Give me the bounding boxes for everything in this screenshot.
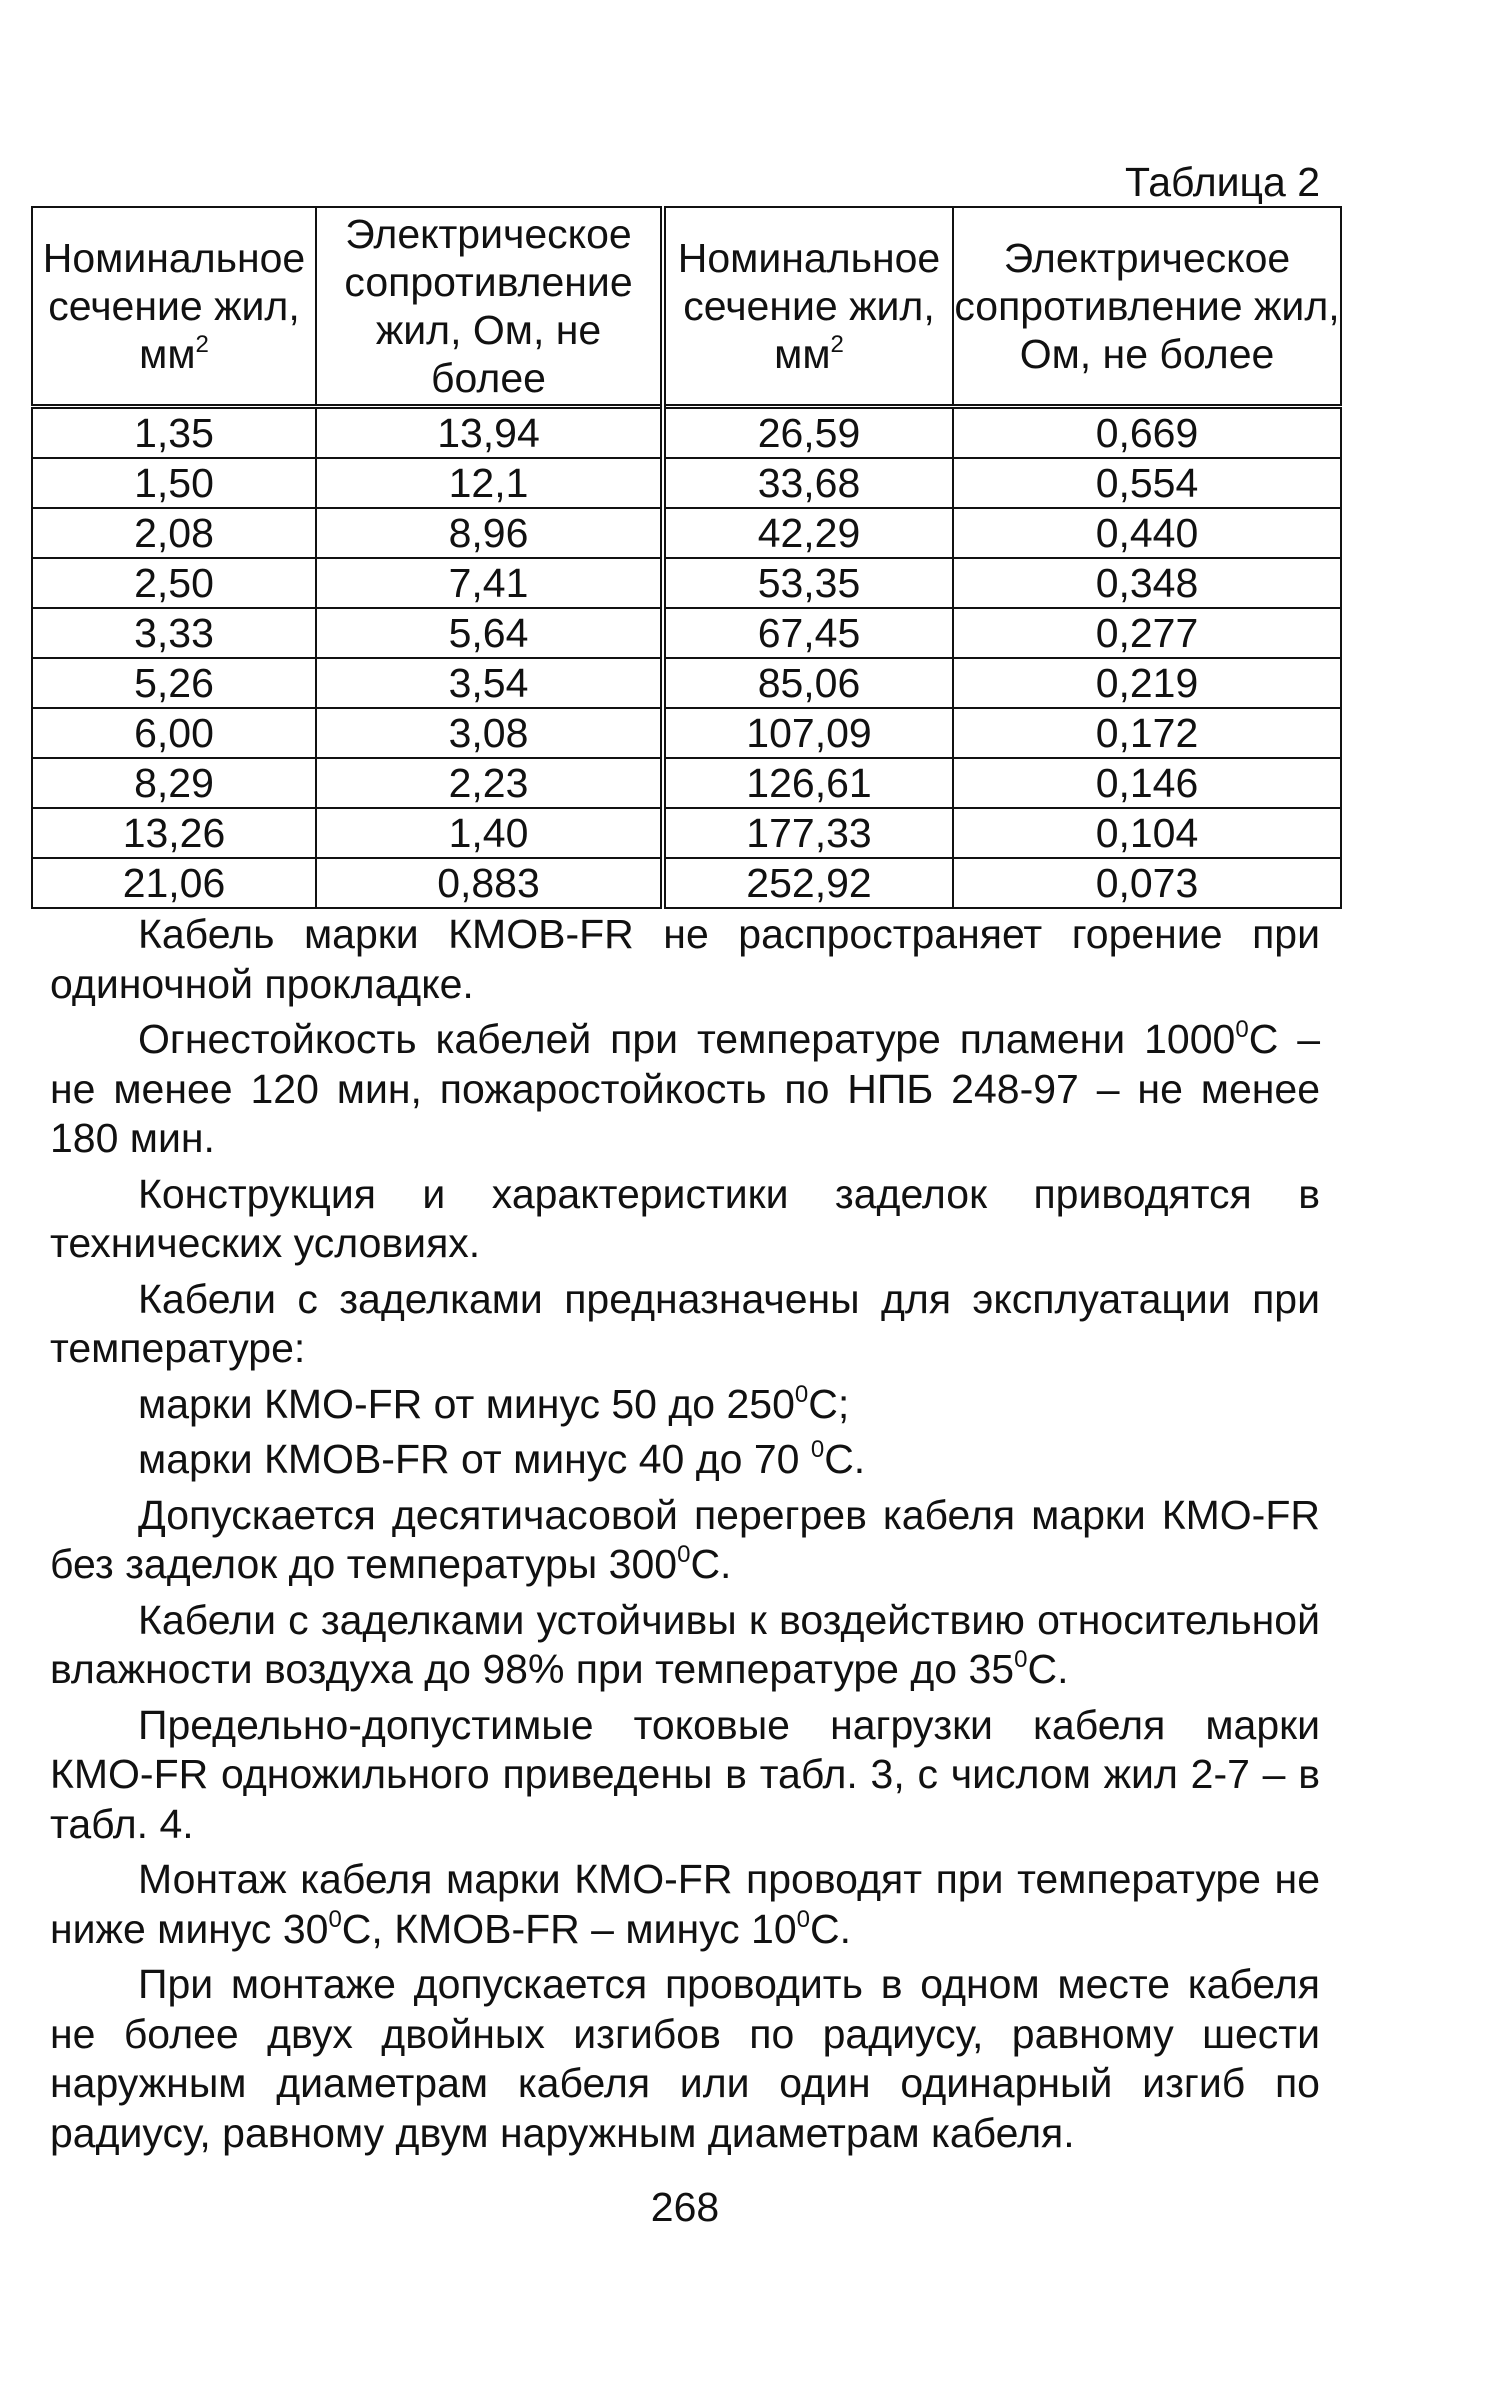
table-cell: 67,45 xyxy=(663,608,953,658)
table-cell: 21,06 xyxy=(32,858,316,908)
paragraph-overheat: Допускается десятичасовой перегрев кабеля марки КМО-FR без заделок до температуры $300^0С$. xyxy=(50,1491,1320,1587)
table-cell: 0,554 xyxy=(953,458,1341,508)
table-cell: 0,669 xyxy=(953,407,1341,459)
table-cell: 5,64 xyxy=(316,608,663,658)
table-row xyxy=(32,458,1341,508)
table-cell: 0,440 xyxy=(953,508,1341,558)
resistance-table xyxy=(31,206,1342,909)
table-cell: 0,104 xyxy=(953,808,1341,858)
paragraph-fire-resistance: Огнестойкость кабелей при температуре пламени 1000$^0$С – не менее 120 мин, пожаростойкость по НПБ 248-97 – не менее 180 мин. xyxy=(50,1016,1320,1161)
table-cell: 26,59 xyxy=(663,407,953,459)
table-cell: 3,33 xyxy=(32,608,316,658)
table-cell: 0,172 xyxy=(953,708,1341,758)
paragraph-kmo-range: марки КМО-FR от минус 50 до $250^0С$; xyxy=(138,1380,850,1427)
paragraph-humidity: Кабели с заделками устойчивы к воздействию относительной влажности воздуха до 98% при температуре до $35^0С$. xyxy=(50,1596,1320,1692)
header-resistance-1: Электрическое сопротивление жил, Ом, не более xyxy=(316,207,663,407)
table-cell: 0,348 xyxy=(953,558,1341,608)
paragraph-fire-spread: Кабель марки КМОВ-FR не распространяет горение при одиночной прокладке. xyxy=(50,911,1320,1007)
table-cell: 13,26 xyxy=(32,808,316,858)
paragraph-operating-temperature: Кабели с заделками предназначены для эксплуатации при температуре: xyxy=(50,1275,1320,1371)
table-cell: 33,68 xyxy=(663,458,953,508)
page-number: 268 xyxy=(650,2184,720,2230)
paragraph-bending: При монтаже допускается проводить в одном месте кабеля не более двух двойных изгибов по радиусу, равному шести наружным диаметрам кабеля или один одинарный изгиб по радиусу, равному двум наружным диаметрам кабеля. xyxy=(50,1961,1320,2156)
table-row xyxy=(32,608,1341,658)
paragraph-kmov-range: марки КМОВ-FR от минус 40 до 70 $^0$С. xyxy=(138,1436,866,1482)
table-header-row xyxy=(32,207,1341,407)
header-cross-section-2: Номинальное сечение жил, $мм^2$ xyxy=(663,207,953,407)
table-caption: Таблица 2 xyxy=(1125,159,1320,205)
table-cell: 7,41 xyxy=(316,558,663,608)
header-resistance-2: Электрическое сопротивление жил, Ом, не более xyxy=(953,207,1341,407)
table-cell: 42,29 xyxy=(663,508,953,558)
table-cell: 85,06 xyxy=(663,658,953,708)
table-row xyxy=(32,558,1341,608)
table-cell: 8,29 xyxy=(32,758,316,808)
table-row xyxy=(32,708,1341,758)
table-row xyxy=(32,808,1341,858)
table-row xyxy=(32,758,1341,808)
table-cell: 0,277 xyxy=(953,608,1341,658)
table-row xyxy=(32,858,1341,908)
table-cell: 252,92 xyxy=(663,858,953,908)
table-cell: 1,40 xyxy=(316,808,663,858)
table-cell: 1,50 xyxy=(32,458,316,508)
paragraph-current-loads: Предельно-допустимые токовые нагрузки кабеля марки КМО-FR одножильного приведены в табл. 3, с числом жил 2-7 – в табл. 4. xyxy=(50,1701,1320,1847)
table-cell: 8,96 xyxy=(316,508,663,558)
table-cell: 3,08 xyxy=(316,708,663,758)
table-cell: 0,883 xyxy=(316,858,663,908)
table-cell: 2,50 xyxy=(32,558,316,608)
table-cell: 177,33 xyxy=(663,808,953,858)
table-cell: 53,35 xyxy=(663,558,953,608)
table-cell: 5,26 xyxy=(32,658,316,708)
table-cell: 1,35 xyxy=(32,407,316,459)
body-text xyxy=(50,910,1320,2164)
paragraph-installation-temperature: Монтаж кабеля марки КМО-FR проводят при температуре не ниже минус $30^0С$, КМОВ-FR – минус $10^0С$. xyxy=(50,1856,1320,1952)
table-cell: 0,219 xyxy=(953,658,1341,708)
table-row xyxy=(32,658,1341,708)
table-cell: 2,23 xyxy=(316,758,663,808)
table-cell: 6,00 xyxy=(32,708,316,758)
table-cell: 2,08 xyxy=(32,508,316,558)
header-cross-section-1: Номинальное сечение жил, $мм^2$ xyxy=(32,207,316,407)
table-row xyxy=(32,407,1341,459)
table-cell: 12,1 xyxy=(316,458,663,508)
table-cell: 13,94 xyxy=(316,407,663,459)
table-cell: 107,09 xyxy=(663,708,953,758)
table-cell: 3,54 xyxy=(316,658,663,708)
table-cell: 126,61 xyxy=(663,758,953,808)
table-cell: 0,073 xyxy=(953,858,1341,908)
table-cell: 0,146 xyxy=(953,758,1341,808)
table-row xyxy=(32,508,1341,558)
paragraph-terminations: Конструкция и характеристики заделок приводятся в технических условиях. xyxy=(50,1170,1320,1266)
